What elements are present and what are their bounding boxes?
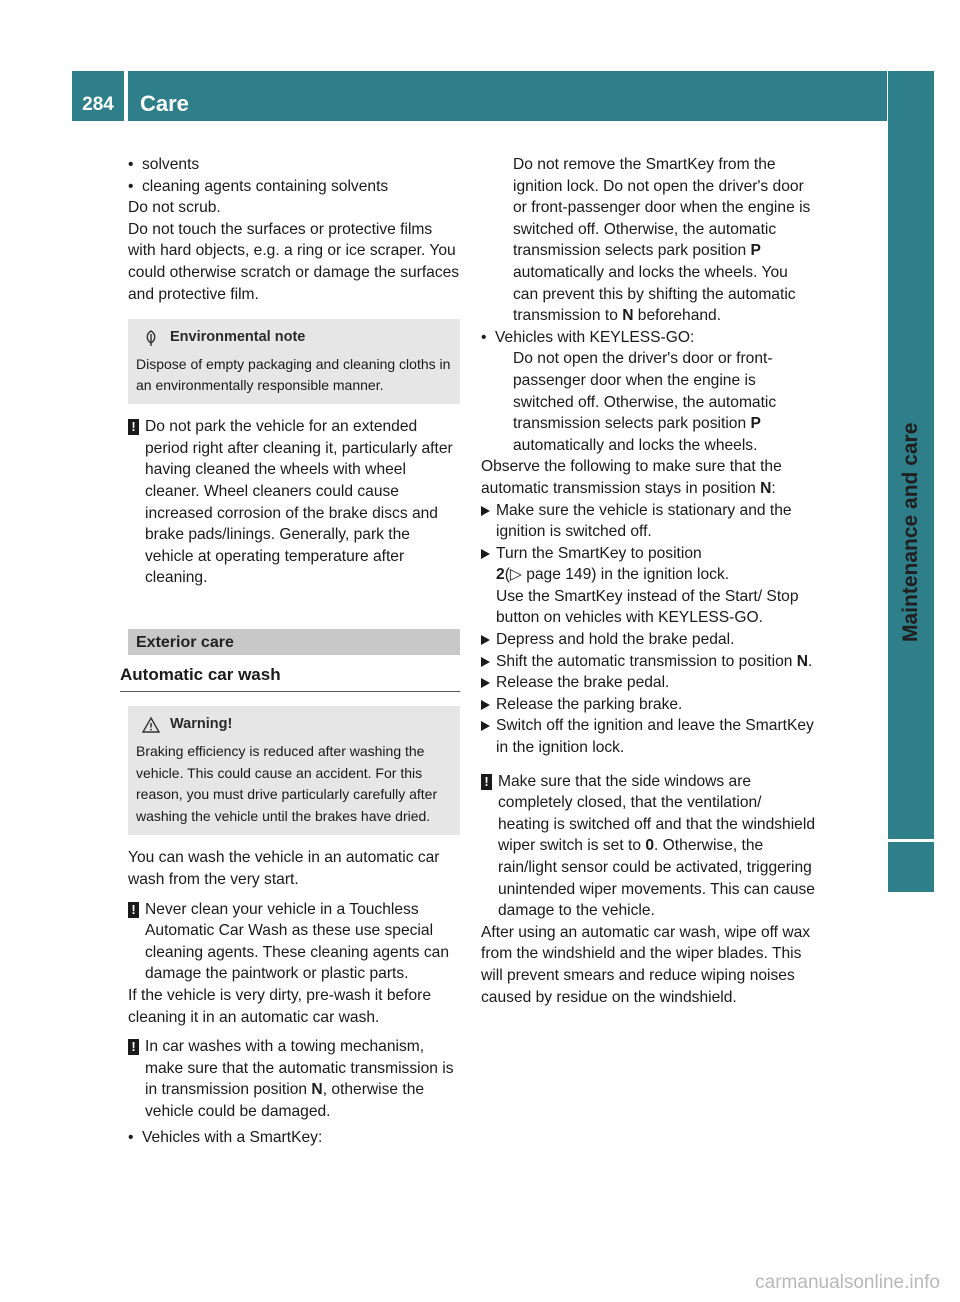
step-text: . [808,652,813,670]
notice-park [128,416,460,589]
page-title: Care [140,91,189,116]
notice-towing-position: N [311,1081,323,1099]
step-position: N [796,652,809,670]
step-text: Release the brake pedal. [496,674,670,692]
exclamation-icon: ! [128,902,139,918]
environmental-note-text: Dispose of empty packaging and cleaning cloths in an environmentally responsible manner. [136,356,451,394]
header-divider [124,71,128,121]
page-number: 284 [82,94,114,115]
step-text: Release the parking brake. [496,695,683,713]
step-arrow-icon [481,635,490,645]
list-item: • solvents [128,154,460,176]
step-text: Depress and hold the brake pedal. [496,631,735,649]
step-arrow-icon [481,657,490,667]
step-item [481,672,815,694]
step-text: Turn the SmartKey to position [496,544,702,562]
step-position: 2 [496,566,505,584]
list-item-keyless: • Vehicles with KEYLESS-GO: [481,327,815,349]
notice-towing-text-b: , otherwise the vehicle could be damaged. [145,1081,425,1120]
warning-text: Braking efficiency is reduced after washing the vehicle. This could cause an accident. For this reason, you must drive particularly carefully after washing the vehicle until the brakes have dried. [136,743,438,824]
step-arrow-icon [481,721,490,731]
warning-triangle-icon [142,716,160,734]
page-header [72,71,887,121]
observe-text-b: : [771,479,776,497]
step-arrow-icon [481,506,490,516]
step-text: Use the SmartKey instead of the Start/ Stop button on vehicles with KEYLESS-GO. [496,587,799,627]
notice-park-text: Do not park the vehicle for an extended period right after cleaning it, particularly after having cleaned the wheels with wheel cleaner. Wheel cleaners could cause increased corrosion of the brake discs and brake pads/linings. Generally, park the vehicle at operating temperature after cleaning. [145,418,453,587]
observe-text-a: Observe the following to make sure that the automatic transmission stays in position [481,458,782,497]
observe-position-n: N [760,479,772,497]
step-arrow-icon [481,700,490,710]
left-column [120,154,460,1148]
sidebar-label-wrap [888,0,934,1302]
step-text: in the ignition lock. [596,566,730,584]
notice-windows-position: 0 [645,837,655,855]
page-reference-link[interactable]: (▷ page 149) [504,566,597,584]
paragraph-touch: Do not touch the surfaces or protective films with hard objects, e.g. a ring or ice scraper. You could otherwise scratch or damage the surfaces and protective film. [128,220,460,303]
notice-touchless-text: Never clean your vehicle in a Touchless Automatic Car Wash as these use special cleaning agents. These cleaning agents can damage the paintwork or plastic parts. [145,900,450,983]
paragraph-scrub: Do not scrub. [128,199,221,217]
notice-towing [128,1036,460,1122]
keyless-text-a: Do not open the driver's door or front-passenger door when the engine is switched off. Otherwise, the automatic transmission selects park position [513,350,777,433]
sidebar-label: Maintenance and care [899,422,922,642]
warning-title: Warning! [170,715,233,732]
list-item-smartkey: • Vehicles with a SmartKey: [128,1127,460,1149]
notice-windows-text-b: . Otherwise, the rain/light sensor could be activated, triggering unintended wiper movements. This can cause damage to the vehicle. [498,837,815,920]
warning-box [128,706,460,836]
paragraph-dirty: If the vehicle is very dirty, pre-wash it before cleaning it in an automatic car wash. [128,986,432,1026]
paragraph-wash: You can wash the vehicle in an automatic car wash from the very start. [128,849,440,888]
exclamation-icon: ! [128,1039,139,1055]
paragraph-after: After using an automatic car wash, wipe off wax from the windshield and the wiper blades. This will prevent smears and reduce wiping noises caused by residue on the windshield. [481,923,811,1006]
step-text: Switch off the ignition and leave the SmartKey in the ignition lock. [496,717,814,757]
smartkey-text-b: automatically and locks the wheels. You can prevent this by shifting the automatic transmission to [513,263,796,325]
leaf-icon [142,329,160,347]
step-text: Make sure the vehicle is stationary and the ignition is switched off. [496,501,792,541]
exclamation-icon: ! [128,419,139,435]
step-item [481,543,815,629]
notice-towing-text-a: In car washes with a towing mechanism, make sure that the automatic transmission is in transmission position [145,1038,454,1099]
smartkey-position-p: P [750,242,761,260]
step-item [481,651,815,673]
smartkey-text-c: beforehand. [633,307,722,325]
notice-windows-text-a: Make sure that the side windows are completely closed, that the ventilation/ heating is switched off and that the windshield wiper switch is set to [498,772,815,855]
smartkey-text-a: Do not remove the SmartKey from the ignition lock. Do not open the driver's door or front-passenger door when the engine is switched off. Otherwise, the automatic transmission selects park position [513,156,811,260]
environmental-note-title: Environmental note [170,329,306,346]
warning-header [142,714,452,736]
environmental-note-box [128,319,460,404]
step-arrow-icon [481,549,490,559]
exclamation-icon: ! [481,774,492,790]
step-item [481,694,815,716]
smartkey-position-n: N [622,307,634,325]
step-item [481,500,815,543]
paragraph-keyless [513,348,815,456]
notice-touchless [128,899,460,985]
keyless-text-b: automatically and locks the wheels. [513,436,758,454]
step-arrow-icon [481,678,490,688]
notice-windows [481,771,815,922]
environmental-note-header [142,327,452,348]
right-column [481,154,815,1008]
watermark: carmanualsonline.info [755,1272,940,1293]
keyless-position-p: P [750,415,761,433]
list-item: • cleaning agents containing solvents [128,176,460,198]
paragraph-observe [481,456,815,499]
paragraph-smartkey [513,154,815,327]
section-title: Exterior care [128,629,460,655]
subsection-title: Automatic car wash [120,663,460,692]
step-item [481,629,815,651]
step-item [481,715,815,758]
sidebar-tab-lower [888,842,934,892]
step-text: Shift the automatic transmission to position [496,652,797,670]
